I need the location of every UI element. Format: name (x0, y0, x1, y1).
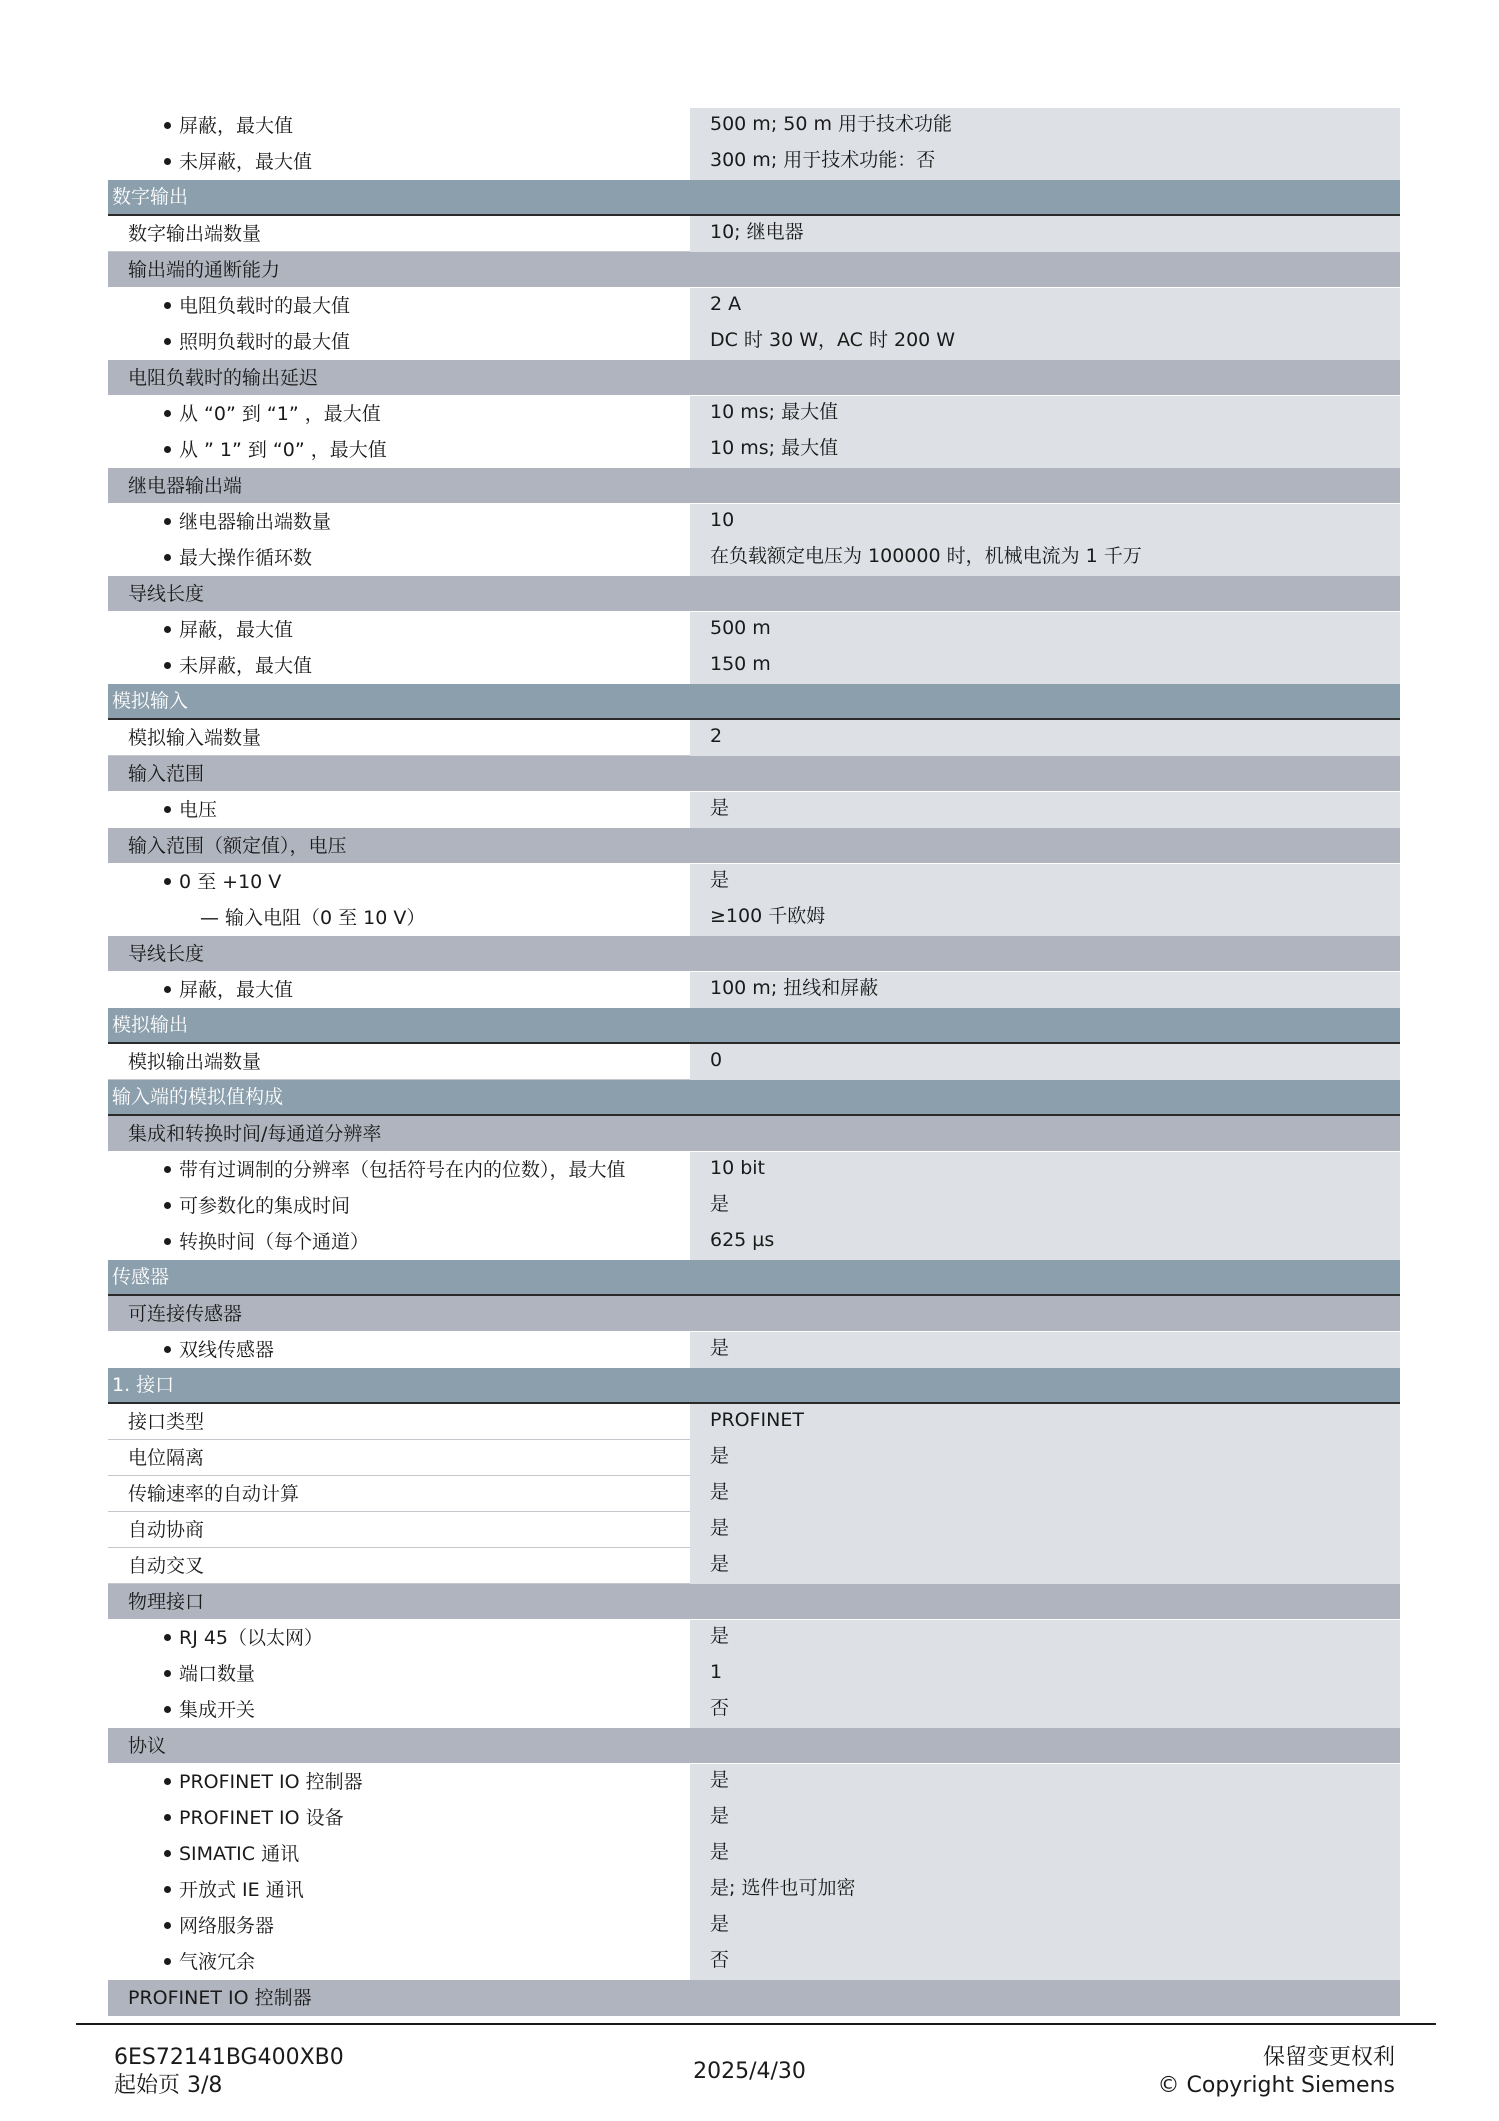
spec-label-cell (108, 1188, 690, 1224)
spec-label-cell (108, 1440, 690, 1476)
spec-row (108, 1548, 1400, 1584)
spec-label-cell (108, 1872, 690, 1908)
bullet-icon (164, 1238, 171, 1245)
spec-label-cell (108, 396, 690, 432)
spec-value: 是 (690, 1620, 1400, 1656)
spec-label: 双线传感器 (179, 1339, 275, 1361)
spec-row (108, 1656, 1400, 1692)
spec-row (108, 612, 1400, 648)
spec-row (108, 1836, 1400, 1872)
spec-label-cell (108, 1404, 690, 1440)
spec-label-cell (108, 1224, 690, 1260)
subsection-header: 输出端的通断能力 (108, 252, 1400, 288)
subsection-header: 导线长度 (108, 936, 1400, 972)
spec-row (108, 324, 1400, 360)
spec-label: 集成开关 (179, 1699, 256, 1721)
spec-label-cell (108, 1332, 690, 1368)
spec-value: 是 (690, 1332, 1400, 1368)
section-header: 数字输出 (108, 180, 1400, 216)
spec-value: 是 (690, 1188, 1400, 1224)
subsection-header: PROFINET IO 控制器 (108, 1980, 1400, 2016)
footer-right (1158, 2044, 1395, 2100)
footer-date: 2025/4/30 (693, 2059, 806, 2084)
spec-row (108, 216, 1400, 252)
spec-value: 是 (690, 1908, 1400, 1944)
spec-label-cell (108, 1044, 690, 1080)
bullet-icon (164, 158, 171, 165)
spec-row (108, 1332, 1400, 1368)
section-header: 1. 接口 (108, 1368, 1400, 1404)
spec-row (108, 864, 1400, 900)
spec-row (108, 1800, 1400, 1836)
spec-row (108, 1620, 1400, 1656)
subsection-header: 输入范围（额定值），电压 (108, 828, 1400, 864)
spec-label: 从 “0” 到 “1” ，最大值 (179, 403, 381, 425)
spec-row (108, 504, 1400, 540)
spec-value: 2 (690, 720, 1400, 756)
spec-label: 未屏蔽，最大值 (179, 151, 313, 173)
spec-row (108, 108, 1400, 144)
spec-value: 10; 继电器 (690, 216, 1400, 252)
subsection-header: 物理接口 (108, 1584, 1400, 1620)
spec-value: 是 (690, 1764, 1400, 1800)
spec-label-cell (108, 1836, 690, 1872)
bullet-icon (164, 1958, 171, 1965)
spec-label: 端口数量 (179, 1663, 256, 1685)
section-header: 传感器 (108, 1260, 1400, 1296)
dash-icon: — (200, 907, 219, 929)
spec-row (108, 432, 1400, 468)
spec-row (108, 1908, 1400, 1944)
spec-row (108, 396, 1400, 432)
footer-divider (76, 2023, 1436, 2025)
bullet-icon (164, 1346, 171, 1353)
spec-label-cell (108, 1548, 690, 1584)
spec-label-cell (108, 792, 690, 828)
spec-label: PROFINET IO 设备 (179, 1807, 344, 1829)
spec-label: 屏蔽，最大值 (179, 619, 294, 641)
spec-value: 500 m (690, 612, 1400, 648)
spec-table (108, 108, 1400, 2016)
subsection-header: 电阻负载时的输出延迟 (108, 360, 1400, 396)
spec-label: 屏蔽，最大值 (179, 115, 294, 137)
spec-label: 数字输出端数量 (128, 223, 262, 245)
bullet-icon (164, 302, 171, 309)
spec-label: 电压 (179, 799, 218, 821)
spec-label-cell (108, 1476, 690, 1512)
spec-label-cell (108, 648, 690, 684)
spec-row (108, 1764, 1400, 1800)
spec-value: 2 A (690, 288, 1400, 324)
spec-label: SIMATIC 通讯 (179, 1843, 300, 1865)
subsection-header: 可连接传感器 (108, 1296, 1400, 1332)
spec-value: 是 (690, 1800, 1400, 1836)
rights-text: 保留变更权利 (1262, 2045, 1395, 2070)
spec-label-cell (108, 432, 690, 468)
bullet-icon (164, 662, 171, 669)
bullet-icon (164, 1634, 171, 1641)
section-header: 输入端的模拟值构成 (108, 1080, 1400, 1116)
spec-value: PROFINET (690, 1404, 1400, 1440)
spec-row (108, 1476, 1400, 1512)
spec-label: 接口类型 (128, 1411, 205, 1433)
spec-label-cell (108, 108, 690, 144)
spec-label: 0 至 +10 V (179, 871, 282, 893)
bullet-icon (164, 878, 171, 885)
spec-row (108, 1404, 1400, 1440)
spec-label: 未屏蔽，最大值 (179, 655, 313, 677)
spec-value: 500 m; 50 m 用于技术功能 (690, 108, 1400, 144)
spec-label: 照明负载时的最大值 (179, 331, 351, 353)
spec-label-cell (108, 504, 690, 540)
spec-label-cell (108, 1764, 690, 1800)
spec-value: 否 (690, 1692, 1400, 1728)
spec-value: 300 m; 用于技术功能：否 (690, 144, 1400, 180)
spec-value: DC 时 30 W，AC 时 200 W (690, 324, 1400, 360)
spec-value: 是 (690, 1548, 1400, 1584)
spec-value: 是; 选件也可加密 (690, 1872, 1400, 1908)
spec-value: 150 m (690, 648, 1400, 684)
spec-label-cell (108, 1620, 690, 1656)
bullet-icon (164, 1166, 171, 1173)
spec-label: 模拟输入端数量 (128, 727, 262, 749)
spec-label: 最大操作循环数 (179, 547, 313, 569)
spec-row (108, 1944, 1400, 1980)
spec-label: 从 ” 1” 到 “0” ，最大值 (179, 439, 387, 461)
spec-row (108, 1872, 1400, 1908)
spec-value: 是 (690, 1440, 1400, 1476)
subsection-header: 集成和转换时间/每通道分辨率 (108, 1116, 1400, 1152)
spec-value: 10 bit (690, 1152, 1400, 1188)
spec-label: 气液冗余 (179, 1951, 256, 1973)
spec-label: 模拟输出端数量 (128, 1051, 262, 1073)
spec-value: 否 (690, 1944, 1400, 1980)
spec-label: PROFINET IO 控制器 (179, 1771, 363, 1793)
spec-row (108, 720, 1400, 756)
spec-value: 625 µs (690, 1224, 1400, 1260)
spec-label-cell (108, 1692, 690, 1728)
spec-label-cell (108, 864, 690, 900)
bullet-icon (164, 1706, 171, 1713)
bullet-icon (164, 338, 171, 345)
spec-label-cell (108, 1512, 690, 1548)
spec-value: 是 (690, 1512, 1400, 1548)
bullet-icon (164, 1922, 171, 1929)
bullet-icon (164, 1814, 171, 1821)
spec-label-cell (108, 324, 690, 360)
spec-value: 是 (690, 864, 1400, 900)
section-header: 模拟输出 (108, 1008, 1400, 1044)
spec-label-cell (108, 540, 690, 576)
spec-label: 电位隔离 (128, 1447, 205, 1469)
bullet-icon (164, 518, 171, 525)
spec-value: 10 (690, 504, 1400, 540)
spec-row (108, 1512, 1400, 1548)
spec-label-cell (108, 288, 690, 324)
subsection-header: 导线长度 (108, 576, 1400, 612)
spec-value: 1 (690, 1656, 1400, 1692)
subsection-header: 继电器输出端 (108, 468, 1400, 504)
bullet-icon (164, 1886, 171, 1893)
spec-label-cell (108, 972, 690, 1008)
spec-label: 开放式 IE 通讯 (179, 1879, 304, 1901)
spec-label-cell (108, 1656, 690, 1692)
spec-label-cell (108, 144, 690, 180)
spec-label-cell (108, 900, 690, 936)
spec-label-cell (108, 1152, 690, 1188)
spec-label-cell (108, 720, 690, 756)
spec-row (108, 1692, 1400, 1728)
bullet-icon (164, 806, 171, 813)
spec-label: 网络服务器 (179, 1915, 275, 1937)
spec-label-cell (108, 612, 690, 648)
spec-value: 100 m; 扭线和屏蔽 (690, 972, 1400, 1008)
spec-label-cell (108, 1800, 690, 1836)
spec-label: 可参数化的集成时间 (179, 1195, 351, 1217)
bullet-icon (164, 1778, 171, 1785)
spec-row (108, 972, 1400, 1008)
bullet-icon (164, 410, 171, 417)
spec-label: 自动协商 (128, 1519, 205, 1541)
spec-value: 是 (690, 1476, 1400, 1512)
spec-row (108, 1188, 1400, 1224)
spec-row (108, 144, 1400, 180)
subsection-header: 输入范围 (108, 756, 1400, 792)
bullet-icon (164, 554, 171, 561)
page-label: 起始页 3/8 (114, 2073, 223, 2098)
spec-row (108, 1152, 1400, 1188)
spec-value: 10 ms; 最大值 (690, 396, 1400, 432)
spec-row (108, 1440, 1400, 1476)
subsection-header: 协议 (108, 1728, 1400, 1764)
article-number: 6ES72141BG400XB0 (114, 2045, 344, 2070)
spec-value: 在负载额定电压为 100000 时，机械电流为 1 千万 (690, 540, 1400, 576)
spec-label: 输入电阻（0 至 10 V） (225, 907, 426, 929)
spec-label: 继电器输出端数量 (179, 511, 332, 533)
bullet-icon (164, 1202, 171, 1209)
bullet-icon (164, 446, 171, 453)
spec-row (108, 288, 1400, 324)
spec-row (108, 1224, 1400, 1260)
bullet-icon (164, 1670, 171, 1677)
spec-label-cell (108, 1944, 690, 1980)
bullet-icon (164, 986, 171, 993)
bullet-icon (164, 626, 171, 633)
spec-row (108, 540, 1400, 576)
spec-label-cell (108, 1908, 690, 1944)
spec-label: 转换时间（每个通道） (179, 1231, 370, 1253)
spec-row (108, 900, 1400, 936)
spec-value: 是 (690, 1836, 1400, 1872)
section-header: 模拟输入 (108, 684, 1400, 720)
spec-label: 传输速率的自动计算 (128, 1483, 300, 1505)
spec-label: 屏蔽，最大值 (179, 979, 294, 1001)
spec-value: 是 (690, 792, 1400, 828)
spec-row (108, 648, 1400, 684)
spec-label: 带有过调制的分辨率（包括符号在内的位数），最大值 (179, 1159, 626, 1181)
spec-value: ≥100 千欧姆 (690, 900, 1400, 936)
bullet-icon (164, 122, 171, 129)
spec-value: 0 (690, 1044, 1400, 1080)
spec-label: 电阻负载时的最大值 (179, 295, 351, 317)
spec-label: 自动交叉 (128, 1555, 205, 1577)
spec-row (108, 792, 1400, 828)
spec-label: RJ 45（以太网） (179, 1627, 324, 1649)
bullet-icon (164, 1850, 171, 1857)
spec-label-cell (108, 216, 690, 252)
spec-row (108, 1044, 1400, 1080)
copyright-text: © Copyright Siemens (1157, 2073, 1395, 2098)
spec-value: 10 ms; 最大值 (690, 432, 1400, 468)
